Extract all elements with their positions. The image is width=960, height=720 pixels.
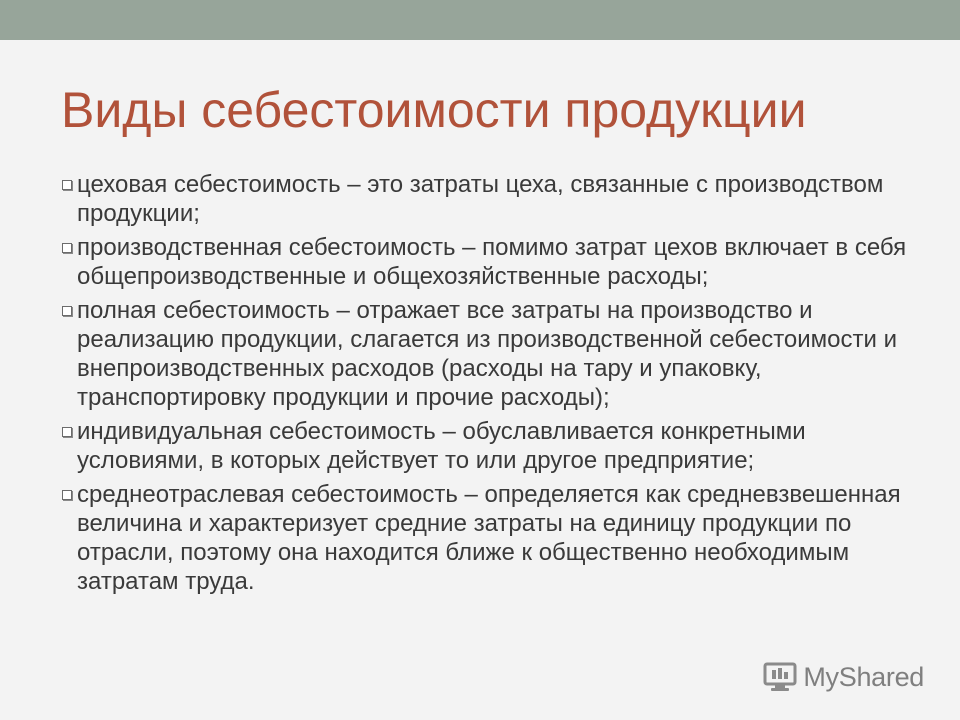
bullet-item — [62, 296, 912, 412]
square-bullet-icon — [62, 180, 72, 190]
watermark-text: MyShared — [803, 661, 924, 692]
bullet-text: полная себестоимость – отражает все затраты на производство и реализацию продукции, слагается из производственной себестоимости и внепроизводственных расходов (расходы на тару и упаковку, транспортировку продукции и прочие расходы); — [77, 297, 897, 411]
bullet-list — [62, 170, 912, 601]
slide-title: Виды себестоимости продукции — [61, 82, 807, 138]
bullet-item — [62, 480, 912, 596]
bullet-item — [62, 417, 912, 475]
monitor-logo-icon — [763, 661, 797, 693]
square-bullet-icon — [62, 490, 72, 500]
bullet-text: цеховая себестоимость – это затраты цеха, связанные с производством продукции; — [77, 171, 884, 227]
bullet-text: индивидуальная себестоимость – обуславливается конкретными условиями, в которых действует то или другое предприятие; — [77, 418, 806, 474]
square-bullet-icon — [62, 306, 72, 316]
square-bullet-icon — [62, 243, 72, 253]
bullet-text: среднеотраслевая себестоимость – определяется как средневзвешенная величина и характеризует средние затраты на единицу продукции по отрасли, поэтому она находится ближе к общественно необходимым затратам труда. — [77, 481, 901, 595]
square-bullet-icon — [62, 427, 72, 437]
bullet-item — [62, 233, 912, 291]
top-color-band — [0, 0, 960, 40]
bullet-text: производственная себестоимость – помимо затрат цехов включает в себя общепроизводственные и общехозяйственные расходы; — [77, 234, 907, 290]
myshared-watermark — [763, 660, 924, 694]
bullet-item — [62, 170, 912, 228]
